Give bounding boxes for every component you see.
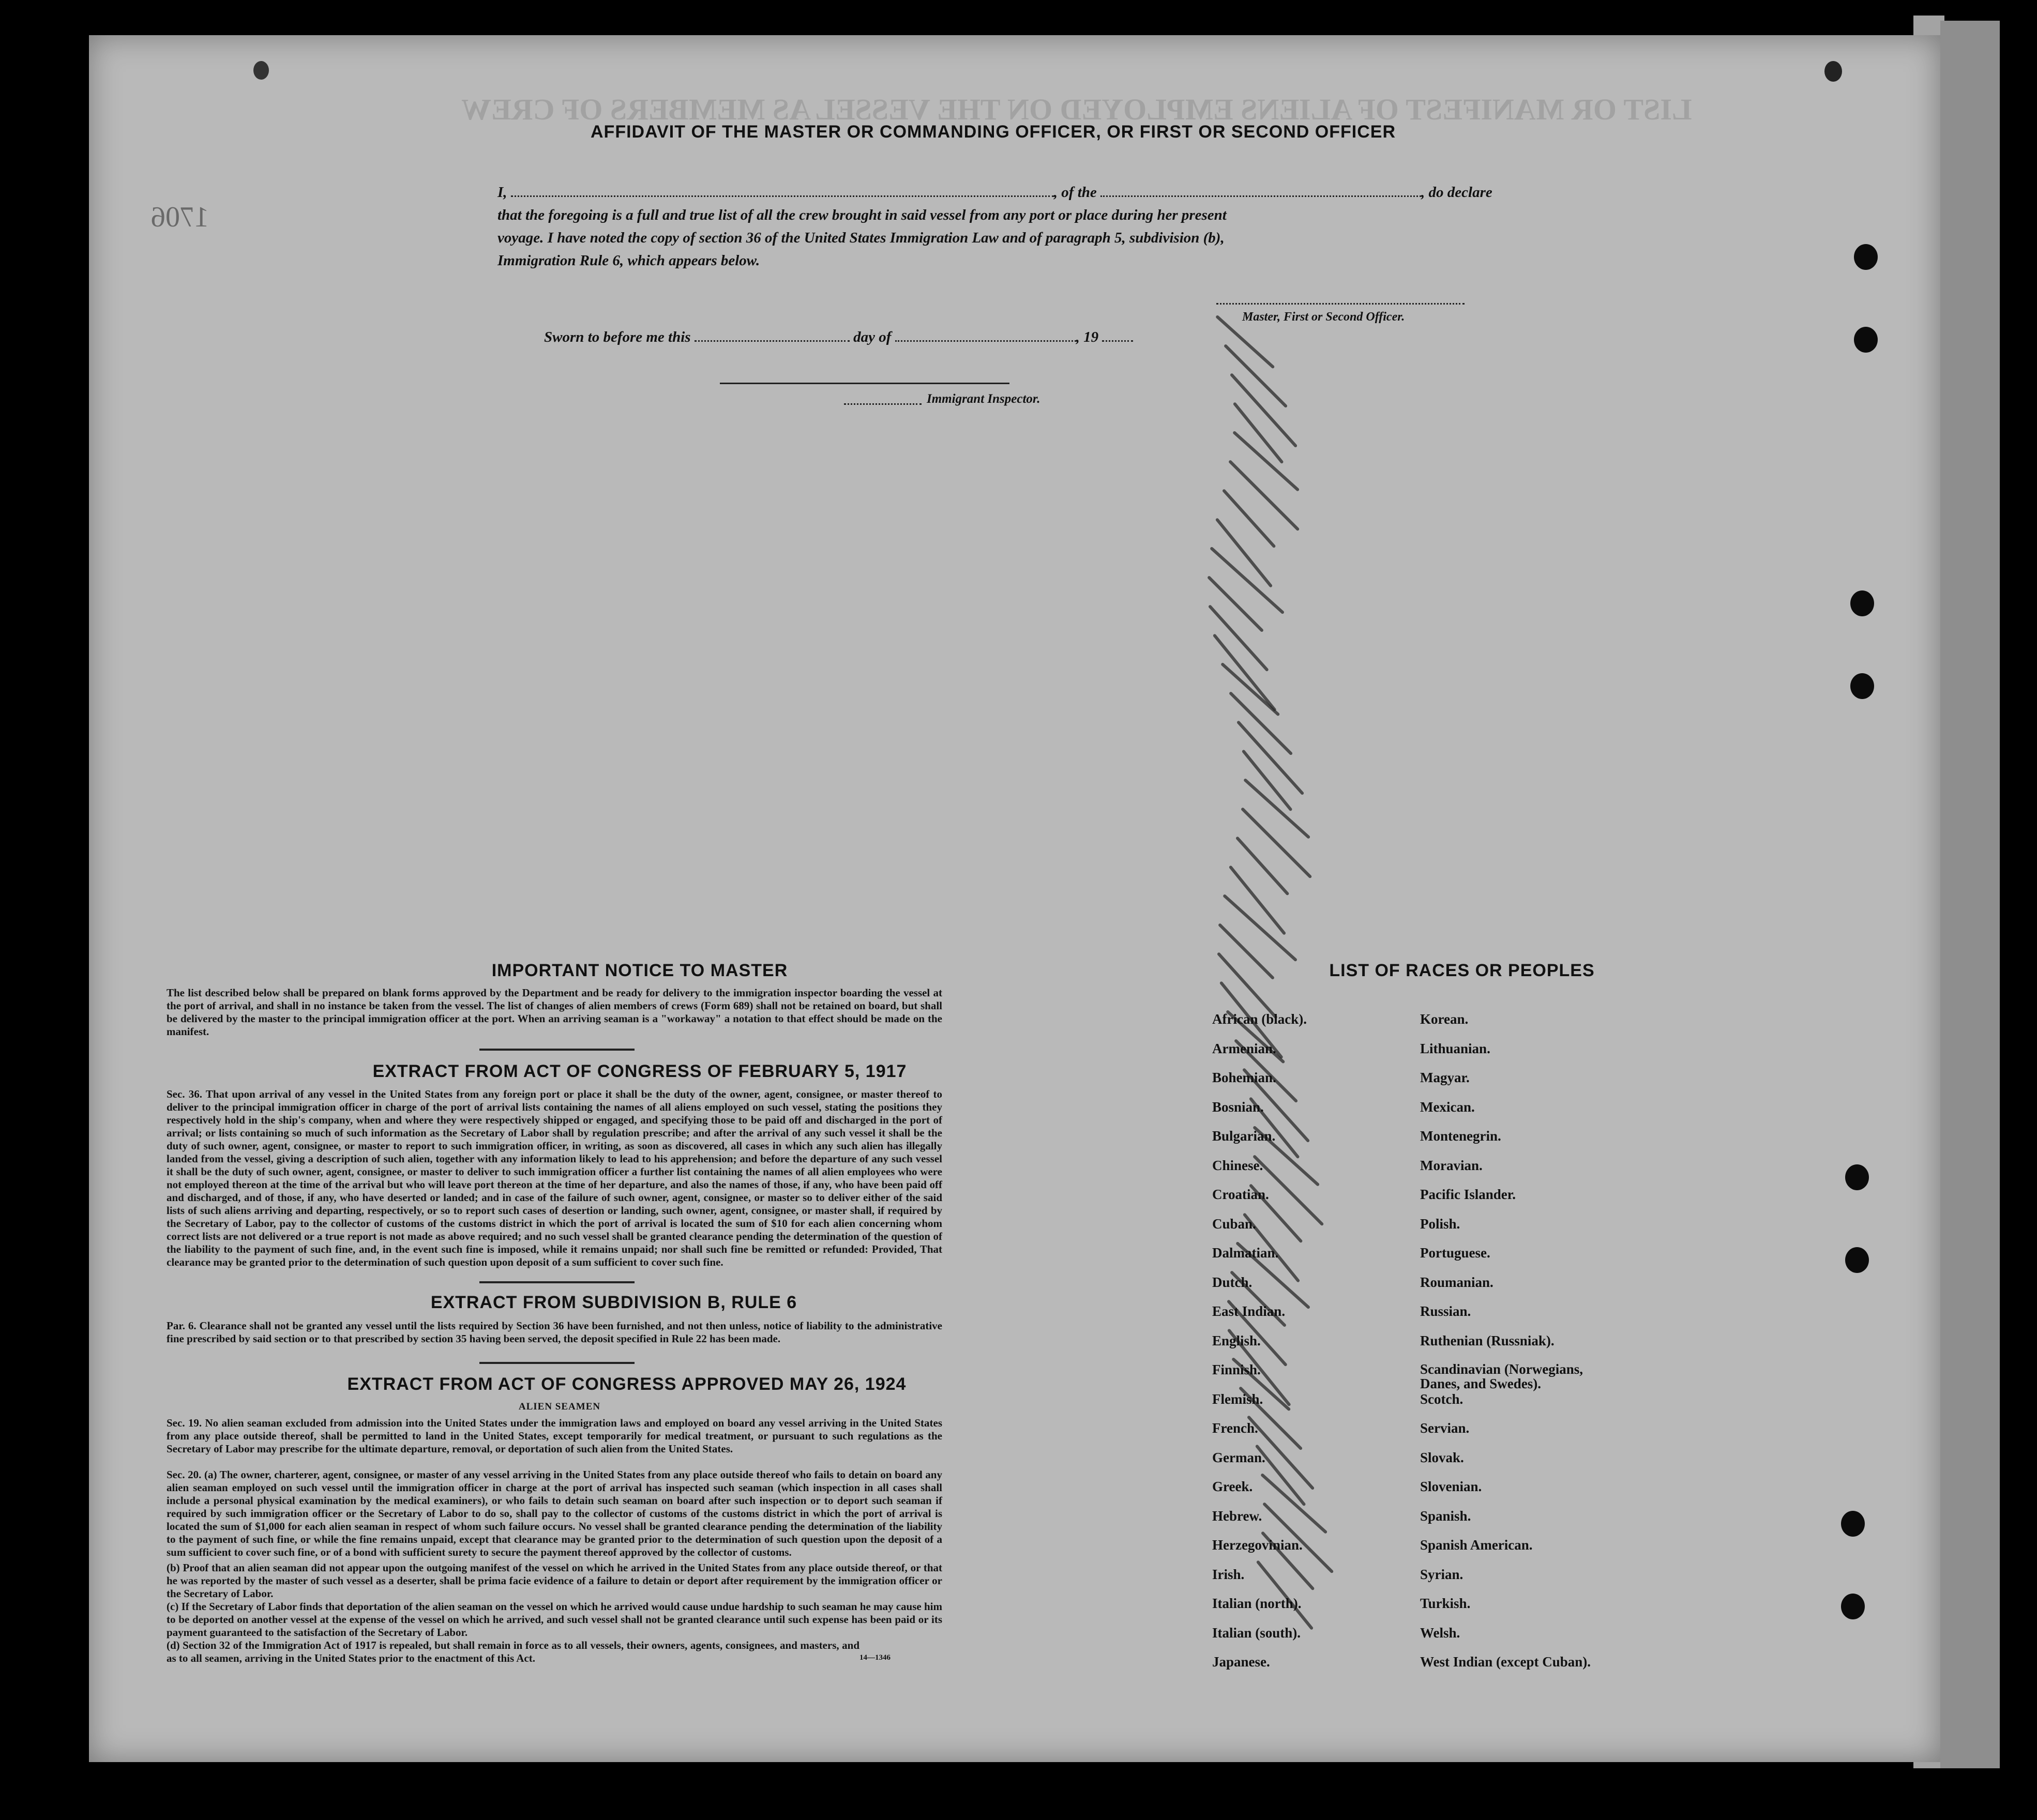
extract-1924-p3: (b) Proof that an alien seaman did not appear upon the outgoing manifest of the vessel on which he arrived in the United States from any place outside thereof, or that he was reported by the master of such vessel as a deserter, shall be prima facie evidence of a failure to detain or deport after requirement by the immigration officer or the Secretary of Labor. [167,1561,942,1600]
punch-hole [1854,244,1878,270]
alien-seamen-subtitle: ALIEN SEAMEN [518,1401,601,1412]
race-item: Scandinavian (Norwegians, Danes, and Swedes). [1420,1361,1583,1391]
name-field[interactable] [511,195,1054,197]
do-declare-label: , do declare [1421,184,1492,201]
affidavit-text-1: that the foregoing is a full and true list of all the crew brought in said vessel from any port or place during her present [497,207,1227,223]
affidavit-line-declare [497,184,1492,201]
race-item: Bohemian. [1212,1070,1276,1085]
vessel-field[interactable] [1100,195,1421,197]
punch-hole [1841,1594,1865,1619]
race-item: German. [1212,1449,1265,1465]
inspector-label: Immigrant Inspector. [927,392,1040,406]
race-item: French. [1212,1420,1258,1436]
race-item: Pacific Islander. [1420,1187,1516,1202]
inspector-dots [844,403,922,405]
extract-1924-p4: (c) If the Secretary of Labor finds that deportation of the alien seaman on the vessel on which he arrived would cause undue hardship to such seaman he may cause him to be deported on another vessel at the expense of the vessel on which he arrived, and such vessel shall not be granted clearance until such expense has been paid or its payment guaranteed to the satisfaction of the Secretary of Labor. [167,1600,942,1639]
race-item: Slovak. [1420,1449,1464,1465]
bleedthrough-title: LIST OR MANIFEST OF ALIENS EMPLOYED ON THE VESSEL AS MEMBERS OF CREW [461,93,1692,126]
race-item: Russian. [1420,1303,1471,1319]
race-item: Ruthenian (Russniak). [1420,1332,1555,1348]
affidavit-title: AFFIDAVIT OF THE MASTER OR COMMANDING OFFICER, OR FIRST OR SECOND OFFICER [591,122,1396,142]
race-item: Polish. [1420,1216,1460,1232]
master-signature-label: Master, First or Second Officer. [1242,310,1405,324]
sworn-month-field[interactable] [895,340,1076,342]
inspector-line [720,383,1009,384]
handwritten-stroke [1241,749,1292,811]
race-item: Spanish American. [1420,1537,1533,1553]
punch-hole [1850,673,1874,699]
race-item: Greek. [1212,1479,1253,1494]
race-item: Japanese. [1212,1654,1270,1670]
race-item: Italian (south). [1212,1625,1301,1641]
race-item: Servian. [1420,1420,1470,1436]
race-item: Welsh. [1420,1625,1460,1641]
divider-3 [479,1362,635,1364]
extract-1924-p1: Sec. 19. No alien seaman excluded from admission into the United States under the immigration laws and employed on board any vessel arriving in the United States from any place outside thereof, shall be permitted to land in the United States, except temporarily for medical treatment, or pursuant to such regulations as the Secretary of Labor may prescribe for the ultimate departure, removal, or deportation of such alien from the United States. [167,1417,942,1455]
race-item: Herzegovinian. [1212,1537,1303,1553]
day-of-label: day of [853,329,892,345]
handwritten-stroke [1235,836,1290,896]
handwritten-stroke [1243,778,1310,839]
punch-hole [1845,1247,1869,1273]
race-item: Montenegrin. [1420,1128,1501,1144]
rule6-body: Par. 6. Clearance shall not be granted any vessel until the lists required by Section 36 have been furnished, and not then unless, notice of liability to the administrative fine prescribed by said section or to that prescribed by section 35 having been served, the deposit specified in Rule 22 has been made. [167,1320,942,1345]
race-item: Syrian. [1420,1566,1463,1582]
race-item: Armenian. [1212,1040,1276,1056]
race-item: Bulgarian. [1212,1128,1276,1144]
punch-hole [1845,1164,1869,1190]
race-item: East Indian. [1212,1303,1286,1319]
affidavit-text-3: Immigration Rule 6, which appears below. [497,252,760,269]
extract-1924-p2: Sec. 20. (a) The owner, charterer, agent, consignee, or master of any vessel arriving in the United States from any place outside thereof who fails to detain on board any alien seaman employed on such vessel until the immigration officer in charge at the port of arrival has inspected such seaman (which inspection in all cases shall include a personal physical examination by the medical examiners), or who fails to detain such seaman on board after such inspection or to deport such seaman if required by such immigration officer or the Secretary of Labor to do so, shall pay to the collector of customs of the customs district in which the port of arrival is located the sum of $1,000 for each alien seaman in respect of whom such failure occurs. No vessel shall be granted clearance pending the determination of the liability to the payment of such fine, or while the fine remains unpaid, except that clearance may be granted prior to the determination of such question upon the deposit of a sum sufficient to cover such fine, or of a bond with sufficient surety to secure the payment thereof approved by the collector of customs. [167,1468,942,1558]
race-item: Bosnian. [1212,1099,1264,1115]
race-item: Turkish. [1420,1596,1471,1611]
race-item: Italian (north). [1212,1596,1302,1611]
race-item: Croatian. [1212,1187,1269,1202]
race-item: Cuban. [1212,1216,1256,1232]
race-item: Korean. [1420,1011,1469,1027]
document-page [89,35,1940,1762]
i-label: I, [497,184,507,201]
race-item: Portuguese. [1420,1245,1490,1261]
extract-1917-title: EXTRACT FROM ACT OF CONGRESS OF FEBRUARY 5, 1917 [372,1061,907,1081]
race-item: Magyar. [1420,1070,1470,1085]
races-title: LIST OF RACES OR PEOPLES [1329,961,1595,980]
form-number: 14—1346 [859,1654,891,1662]
handwritten-stroke [1228,460,1300,532]
race-item: Finnish. [1212,1362,1261,1377]
divider-2 [479,1281,635,1283]
race-item: Spanish. [1420,1508,1471,1524]
handwritten-stroke [1241,807,1312,879]
race-item: Chinese. [1212,1157,1263,1173]
sworn-day-field[interactable] [695,340,850,342]
of-the-label: , of the [1053,184,1097,201]
handwritten-stroke [1220,662,1280,717]
race-item: Dutch. [1212,1274,1253,1290]
extract-1917-body: Sec. 36. That upon arrival of any vessel in the United States from any foreign port or place it shall be the duty of the owner, agent, consignee, or master thereof to deliver to the principal immigration officer in charge of the port of arrival lists containing the names of all aliens employed on such vessel, stating the positions they respectively hold in the ship's company, when and where they were respectively shipped or engaged, and specifying those to be paid off and discharged in the port of arrival; or lists containing so much of such information as the Secretary of Labor shall by regulation prescribe; and after the arrival of any such vessel it shall be the duty of such owner, agent, consignee, or master to report to such immigration officer, in writing, as soon as discovered, all cases in which any such alien has illegally landed from the vessel, giving a description of such alien, together with any information likely to lead to his apprehension; and before the departure of any such vessel it shall be the duty of such owner, agent, consignee, or master to deliver to such immigration officer a further list containing the names of all alien employees who were not employed thereon at the time of the arrival but who will leave port thereon at the time of her departure, and also the names of those, if any, who have been paid off and discharged, and of those, if any, who have deserted or landed; and in case of the failure of such owner, agent, consignee, or master so to deliver either of the said lists of such aliens arriving and departing, respectively, or so to report such cases of desertion or landing, such owner, agent, consignee, or master shall, if required by the Secretary of Labor, pay to the collector of customs of the customs district in which the port of arrival is located the sum of $10 for each alien concerning whom correct lists are not delivered or a true report is not made as above required; and no such vessel shall be granted clearance pending the determination of the question of the liability to the payment of such fine, and, in the event such fine is imposed, while it remains unpaid; nor shall such fine be remitted or refunded: Provided, That clearance may be granted prior to the determination of such question upon deposit of a sum sufficient to cover such fine. [167,1088,942,1268]
punch-hole [1850,590,1874,616]
extract-1924-p5: (d) Section 32 of the Immigration Act of 1917 is repealed, but shall remain in force as to all vessels, their owners, agents, consignees, and masters, and as to all seamen, arriving in the United States prior to the enactment of this Act. [167,1639,859,1664]
race-item: Scotch. [1420,1391,1463,1407]
race-item: Slovenian. [1420,1479,1482,1494]
punch-hole [1841,1511,1865,1537]
race-item: Hebrew. [1212,1508,1262,1524]
sworn-line [544,329,1133,346]
punch-hole [253,61,269,80]
bleedthrough-stamp: 1706 [151,201,209,233]
race-item: Flemish. [1212,1391,1263,1407]
handwritten-stroke [1207,575,1264,632]
notice-title: IMPORTANT NOTICE TO MASTER [491,961,788,980]
punch-hole [1824,61,1842,82]
race-item: West Indian (except Cuban). [1420,1654,1591,1670]
extract-1924-title: EXTRACT FROM ACT OF CONGRESS APPROVED MAY 26, 1924 [347,1374,907,1394]
race-item: African (black). [1212,1011,1307,1027]
divider-1 [479,1049,635,1051]
page-edge-back [1940,21,2000,1768]
master-signature-line[interactable] [1216,303,1465,305]
punch-hole [1854,327,1878,353]
race-item: Dalmatian. [1212,1245,1279,1261]
rule6-title: EXTRACT FROM SUBDIVISION B, RULE 6 [430,1293,797,1312]
handwritten-stroke [1260,1473,1327,1534]
race-item: English. [1212,1332,1261,1348]
race-item: Lithuanian. [1420,1040,1490,1056]
sworn-year-field[interactable] [1102,340,1133,342]
notice-body: The list described below shall be prepared on blank forms approved by the Department and be ready for delivery to the immigration inspector boarding the vessel at the port of arrival, and shall in no instance be taken from the vessel. The list of changes of alien members of crews (Form 689) shall not be retained on board, but shall be delivered by the master to the principal immigration officer at the port. When an arriving seaman is a "workaway" a notation to that effect should be made on the manifest. [167,987,942,1038]
affidavit-text-2: voyage. I have noted the copy of section 36 of the United States Immigration Law and of paragraph 5, subdivision (b), [497,230,1225,246]
race-item: Mexican. [1420,1099,1475,1115]
year-label: , 19 [1076,329,1099,345]
sworn-label: Sworn to before me this [544,329,691,345]
race-item: Roumanian. [1420,1274,1493,1290]
race-item: Irish. [1212,1566,1245,1582]
race-item: Moravian. [1420,1157,1483,1173]
